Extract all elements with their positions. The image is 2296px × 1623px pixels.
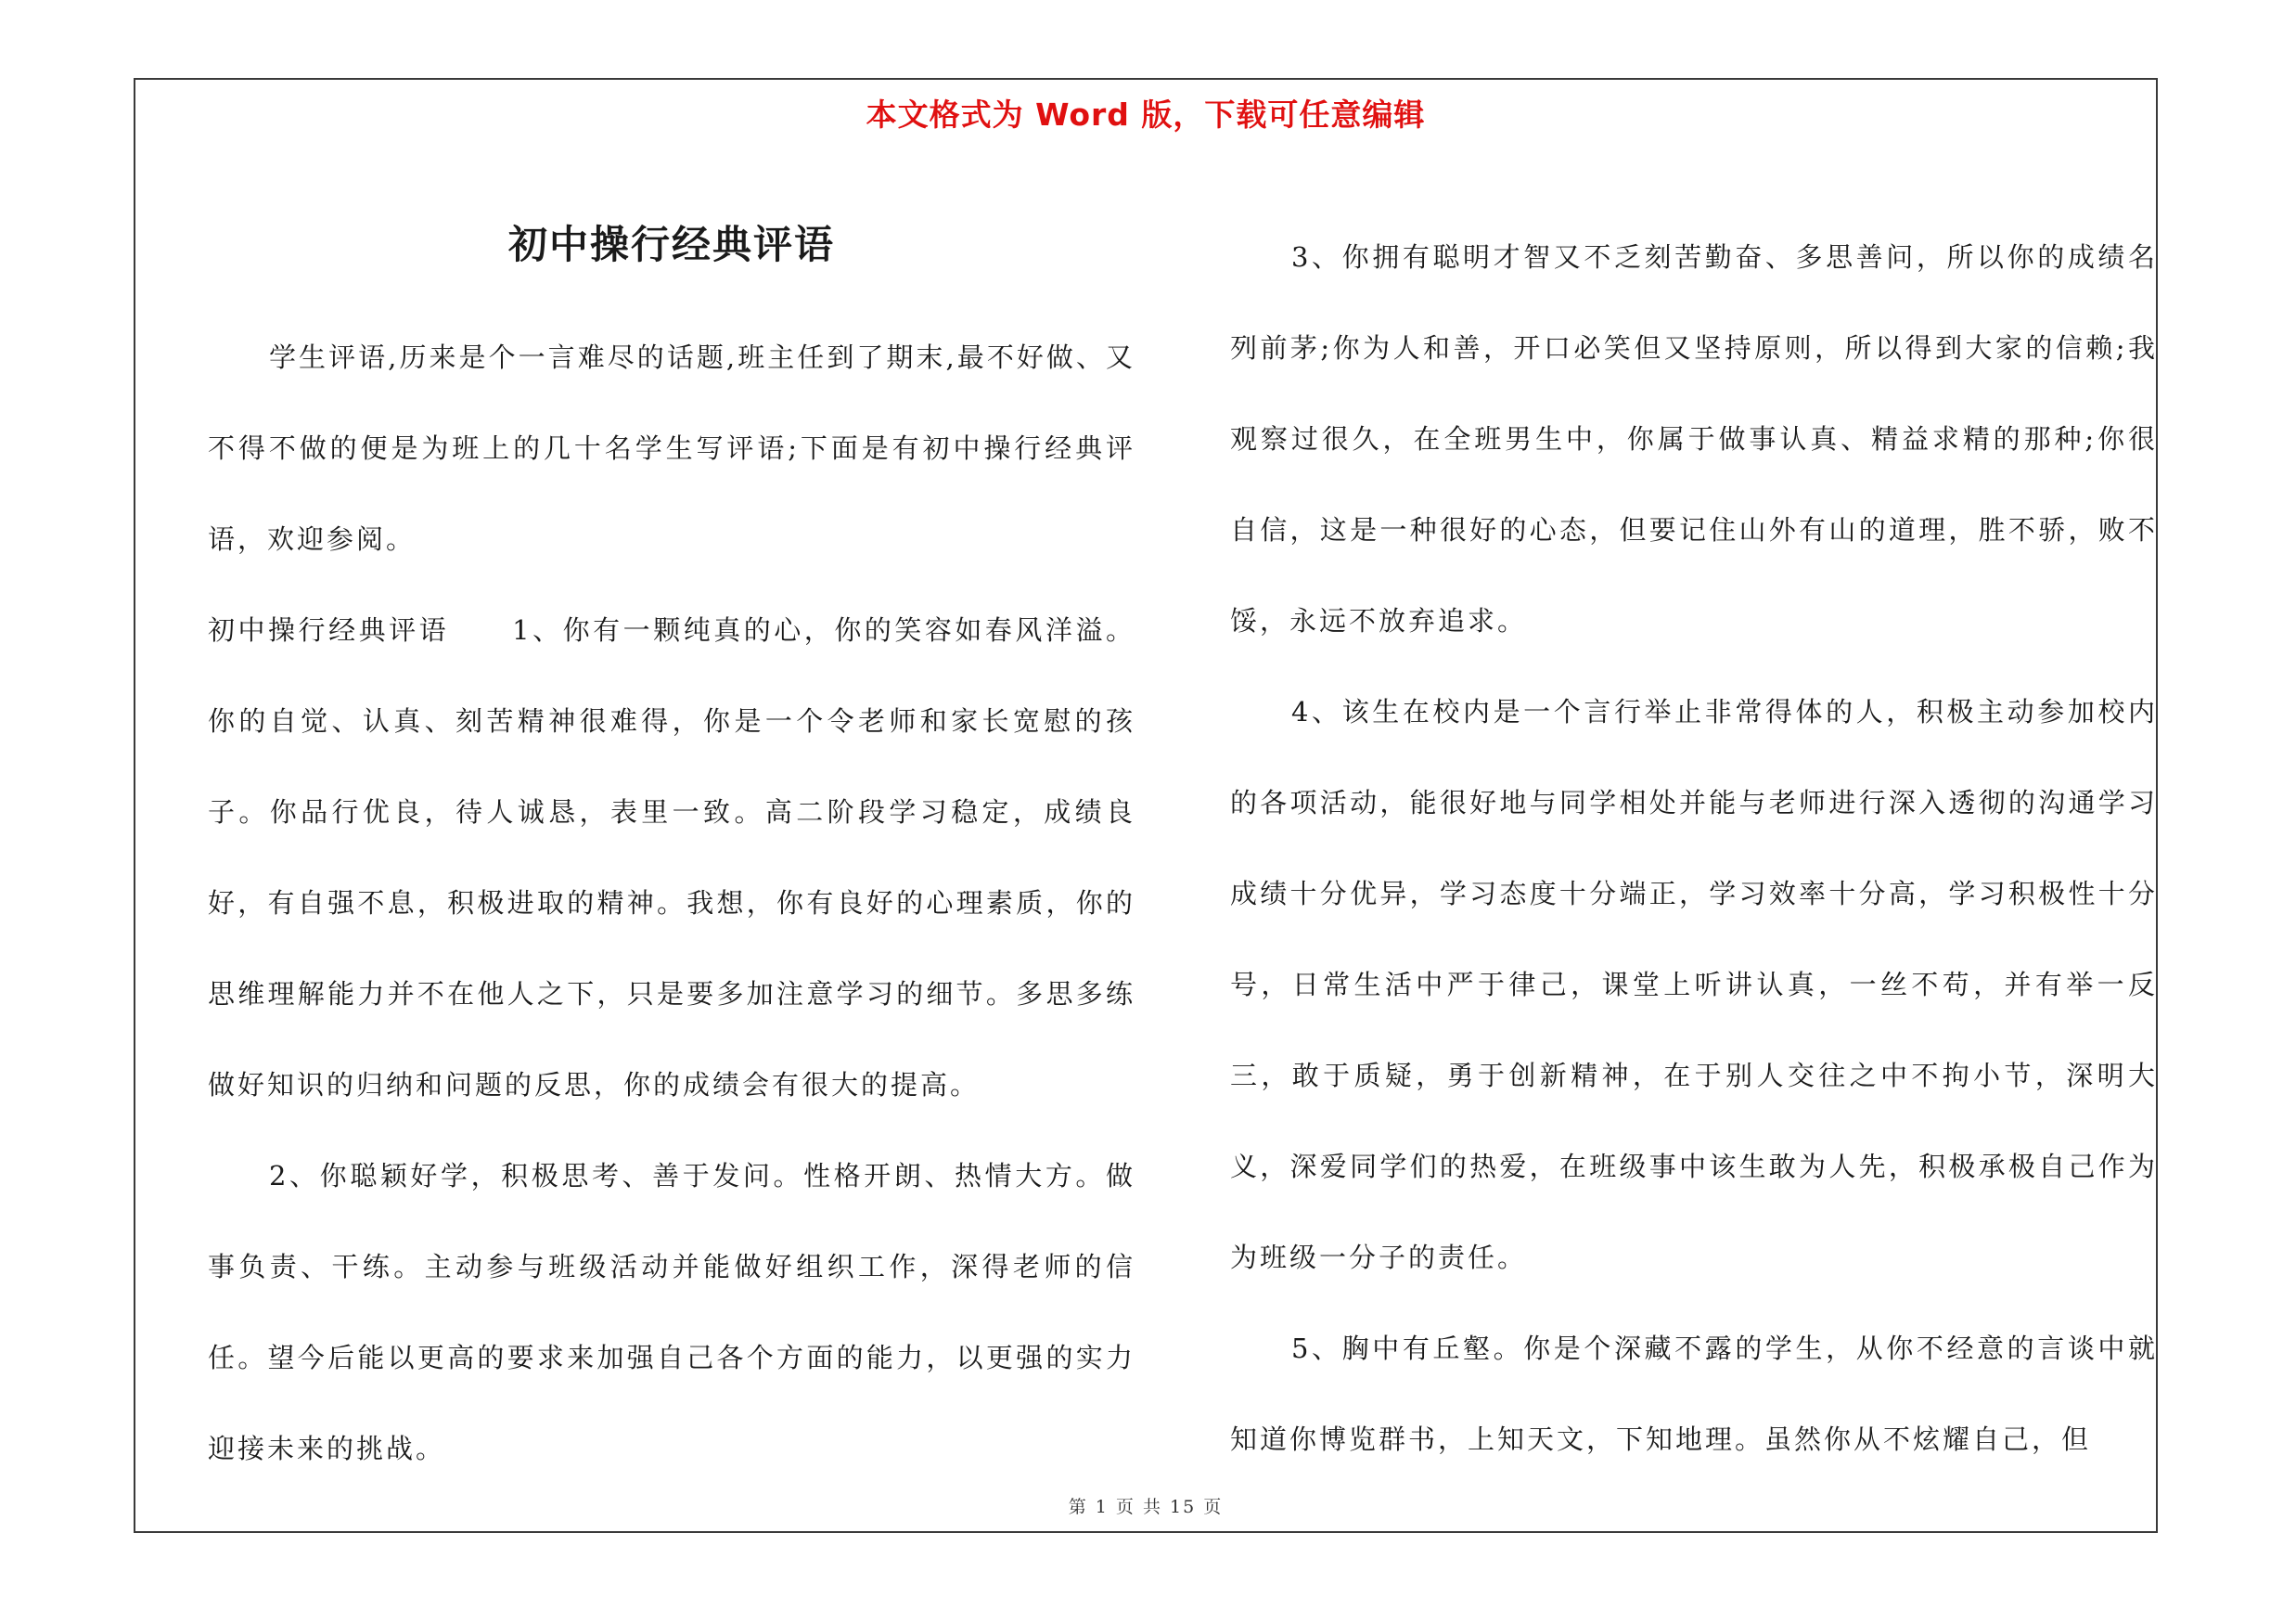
section-label: 初中操行经典评语 [208,614,450,646]
item-5-paragraph: 5、胸中有丘壑。你是个深藏不露的学生，从你不经意的言谈中就知道你博览群书，上知天文，下知地理。虽然你从不炫耀自己，但 [1230,1333,2158,1455]
item-2-paragraph: 2、你聪颖好学，积极思考、善于发问。性格开朗、热情大方。做事负责、干练。主动参与班级活动并能做好组织工作，深得老师的信任。望今后能以更高的要求来加强自己各个方面的能力，以更强的实力迎接未来的挑战。 [208,1160,1135,1464]
page-number-footer: 第 1 页 共 15 页 [1068,1497,1224,1517]
page-frame [134,78,2158,1533]
right-column [1230,212,2158,1485]
intro-paragraph: 学生评语,历来是个一言难尽的话题,班主任到了期末,最不好做、又不得不做的便是为班上的几十名学生写评语;下面是有初中操行经典评语，欢迎参阅。 [208,341,1135,555]
item-1-text: 1、你有一颗纯真的心，你的笑容如春风洋溢。你的自觉、认真、刻苦精神很难得，你是一个令老师和家长宽慰的孩子。你品行优良，待人诚恳，表里一致。高二阶段学习稳定，成绩良好，有自强不息，积极进取的精神。我想，你有良好的心理素质，你的思维理解能力并不在他人之下，只是要多加注意学习的细节。多思多练做好知识的归纳和问题的反思，你的成绩会有很大的提高。 [208,614,1135,1101]
document-title: 初中操行经典评语 [507,222,835,267]
item-1-paragraph [208,585,1135,1130]
format-banner: 本文格式为 Word 版，下载可任意编辑 [866,97,1426,133]
left-column [208,208,1135,1494]
item-3-paragraph: 3、你拥有聪明才智又不乏刻苦勤奋、多思善问，所以你的成绩名列前茅;你为人和善，开口必笑但又坚持原则，所以得到大家的信赖;我观察过很久，在全班男生中，你属于做事认真、精益求精的那种;你很自信，这是一种很好的心态，但要记住山外有山的道理，胜不骄，败不馁，永远不放弃追求。 [1230,241,2158,637]
item-4-paragraph: 4、该生在校内是一个言行举止非常得体的人，积极主动参加校内的各项活动，能很好地与同学相处并能与老师进行深入透彻的沟通学习成绩十分优异，学习态度十分端正，学习效率十分高，学习积极性十分号，日常生活中严于律己，课堂上听讲认真，一丝不苟，并有举一反三，敢于质疑，勇于创新精神，在于别人交往之中不拘小节，深明大义，深爱同学们的热爱，在班级事中该生敢为人先，积极承极自己作为为班级一分子的责任。 [1230,696,2158,1273]
